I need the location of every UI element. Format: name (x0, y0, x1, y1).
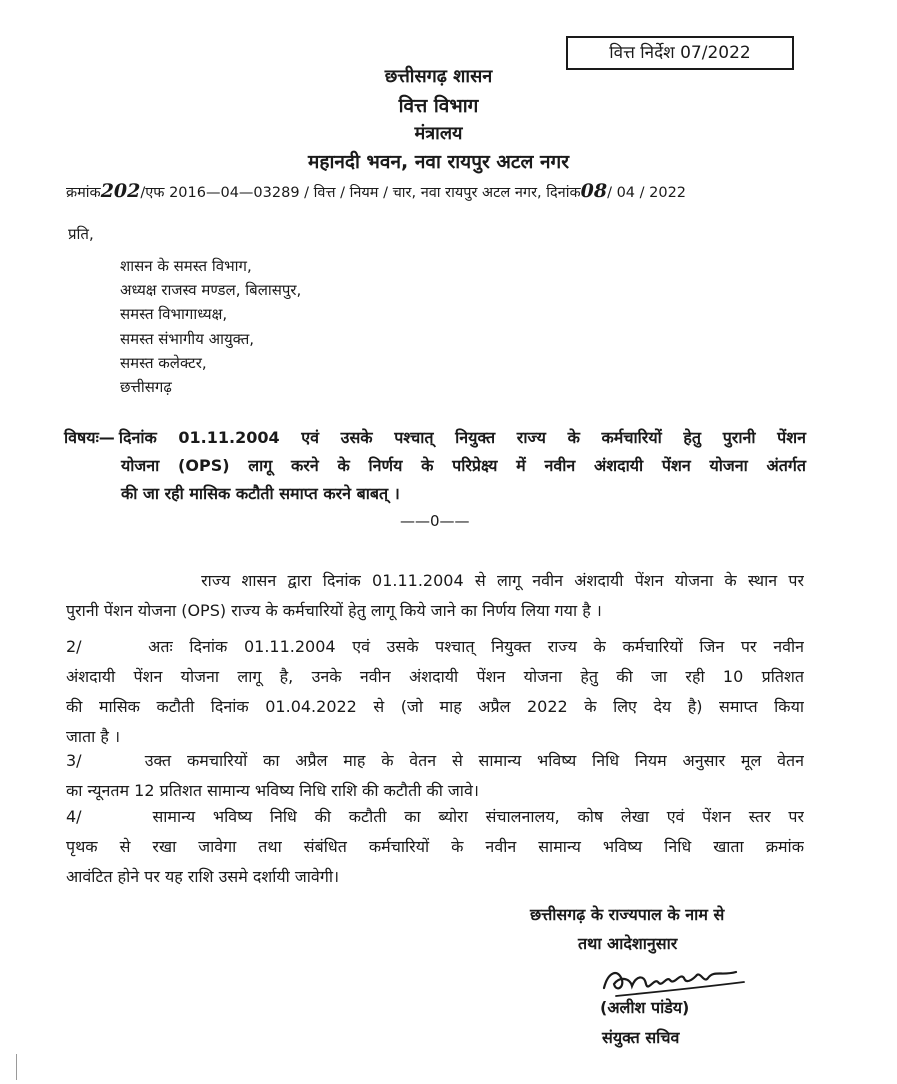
paragraph-line: का न्यूनतम 12 प्रतिशत सामान्य भविष्य निधि राशि की कटौती की जावे। (66, 781, 479, 800)
addressee-line: समस्त संभागीय आयुक्त, (120, 330, 255, 348)
subject-line-2: योजना (OPS) लागू करने के निर्णय के परिप्रेक्ष्य में नवीन अंशदायी पेंशन योजना अंतर्गत (121, 456, 806, 475)
paragraph-line: 3/ उक्त कमचारियों का अप्रैल माह के वेतन से सामान्य भविष्य निधि नियम अनुसार मूल वेतन (66, 751, 804, 770)
paragraph-line: की मासिक कटौती दिनांक 01.04.2022 से (जो माह अप्रैल 2022 के लिए देय है) समाप्त किया (66, 697, 804, 716)
paragraph-line: अंशदायी पेंशन योजना लागू है, उनके नवीन अंशदायी पेंशन योजना हेतु की जा रही 10 प्रतिशत (66, 667, 804, 686)
paragraph-line: पुरानी पेंशन योजना (OPS) राज्य के कर्मचारियों हेतु लागू किये जाने का निर्णय लिया गया है । (66, 601, 602, 620)
closing-order: तथा आदेशानुसार (578, 934, 678, 953)
reference-box: वित्त निर्देश 07/2022 (566, 36, 794, 70)
paragraph-3 (66, 746, 804, 806)
reference-line (66, 180, 806, 202)
scan-edge-line (16, 1054, 17, 1080)
header-ministry: मंत्रालय (414, 123, 463, 144)
addressee-line: शासन के समस्त विभाग, (120, 257, 252, 275)
signatory-designation: संयुक्त सचिव (602, 1028, 680, 1047)
closing-authority: छत्तीसगढ़ के राज्यपाल के नाम से (530, 905, 725, 924)
ref-prefix: क्रमांक (66, 185, 101, 201)
paragraph-line: आवंटित होने पर यह राशि उसमे दर्शायी जावेगी। (66, 867, 340, 886)
ref-day-handwritten: 08 (580, 180, 608, 202)
addressee-line: छत्तीसगढ़ (120, 378, 172, 396)
addressee-line: अध्यक्ष राजस्व मण्डल, बिलासपुर, (120, 281, 302, 299)
separator: ——0—— (400, 512, 470, 530)
paragraph-line: 2/ अतः दिनांक 01.11.2004 एवं उसके पश्चात् नियुक्त राज्य के कर्मचारियों जिन पर नवीन (66, 637, 804, 656)
paragraph-line: पृथक से रखा जावेगा तथा संबंधित कर्मचारियों के नवीन सामान्य भविष्य निधि खाता क्रमांक (66, 837, 804, 856)
addressee-line: समस्त विभागाध्यक्ष, (120, 305, 228, 323)
header-address: महानदी भवन, नवा रायपुर अटल नगर (308, 151, 569, 173)
paragraph-1 (66, 566, 804, 626)
header-department: वित्त विभाग (398, 95, 479, 117)
ref-date-rest: / 04 / 2022 (607, 185, 687, 201)
ref-number-handwritten: 202 (100, 180, 141, 202)
addressee-label: प्रति, (68, 225, 94, 243)
paragraph-line: जाता है । (66, 727, 121, 746)
addressee-line: समस्त कलेक्टर, (120, 354, 207, 372)
signatory-name: (अलीश पांडेय) (600, 998, 690, 1017)
paragraph-4 (66, 802, 804, 892)
subject-line-1 (64, 424, 806, 452)
ref-middle: /एफ 2016—04—03289 / वित्त / नियम / चार, नवा रायपुर अटल नगर, दिनांक (140, 185, 581, 201)
subject-block (64, 424, 806, 508)
paragraph-2 (66, 632, 804, 752)
subject-label: विषयः— (64, 428, 115, 447)
subject-line-1-text: दिनांक 01.11.2004 एवं उसके पश्चात् नियुक्त राज्य के कर्मचारियों हेतु पुरानी पेंशन (118, 428, 806, 447)
paragraph-line: 4/ सामान्य भविष्य निधि की कटौती का ब्योरा संचालनालय, कोष लेखा एवं पेंशन स्तर पर (66, 807, 804, 826)
paragraph-line: राज्य शासन द्वारा दिनांक 01.11.2004 से लागू नवीन अंशदायी पेंशन योजना के स्थान पर (66, 571, 804, 590)
header-government: छत्तीसगढ़ शासन (384, 66, 493, 87)
subject-line-3: की जा रही मासिक कटौती समाप्त करने बाबत् । (121, 484, 400, 503)
